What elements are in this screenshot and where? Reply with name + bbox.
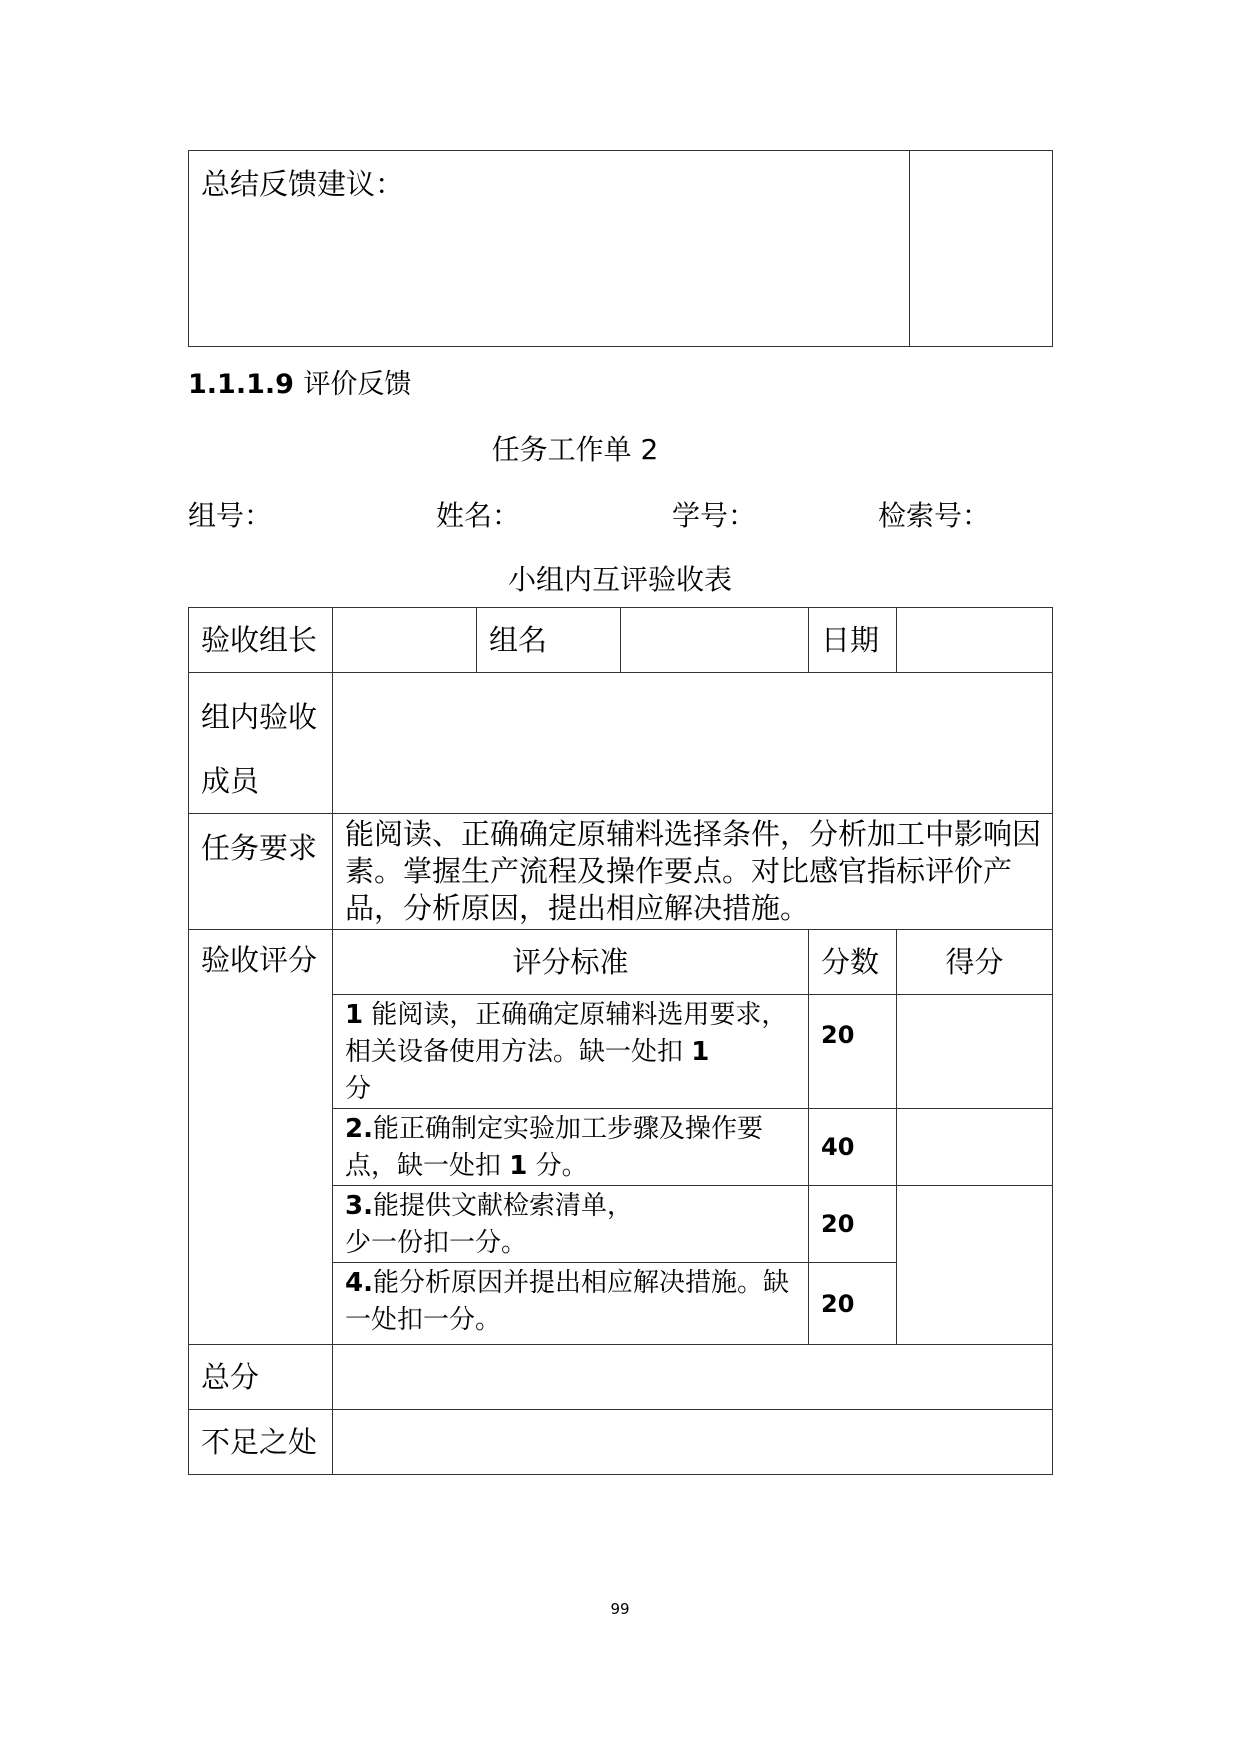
peer-evaluation-table	[188, 607, 1053, 1475]
requirements-text-cell	[333, 814, 1053, 930]
criterion-1-num: 1	[345, 1000, 364, 1030]
search-no-label: 检索号：	[878, 499, 991, 532]
criterion-4-cell	[333, 1263, 809, 1345]
shortcomings-value-cell[interactable]	[333, 1410, 1053, 1475]
shortcomings-row	[189, 1410, 1053, 1475]
criterion-2-deduct: 1	[509, 1151, 528, 1181]
criterion-1-deduct: 1	[691, 1037, 710, 1067]
date-label: 日期	[821, 622, 880, 657]
criterion-1-cell	[333, 995, 809, 1109]
header-info-row	[189, 608, 1053, 673]
criterion-4-text	[333, 1263, 808, 1339]
date-label-cell	[809, 608, 897, 673]
group-name-label-cell	[477, 608, 621, 673]
criterion-2-points: 40	[821, 1133, 855, 1161]
criterion-2-num: 2.	[345, 1114, 373, 1144]
summary-feedback-side-cell[interactable]	[910, 151, 1053, 347]
criterion-2-cell	[333, 1109, 809, 1186]
criterion-4-body: 能分析原因并提出相应解决措施。缺一处扣一分。	[345, 1268, 789, 1335]
criterion-2-body: 能正确制定实验加工步骤及操作要点，缺一处扣	[345, 1114, 763, 1181]
scoring-header-row	[189, 930, 1053, 995]
members-label-line2: 成员	[201, 764, 260, 798]
score-header: 得分	[945, 944, 1004, 979]
criterion-2-points-cell	[809, 1109, 897, 1186]
criterion-1-score-cell[interactable]	[897, 995, 1053, 1109]
criterion-1-body: 能阅读，正确确定原辅料选用要求，相关设备使用方法。缺一处扣	[345, 1000, 788, 1067]
members-label-cell	[189, 673, 333, 814]
criterion-3-body: 能提供文献检索清单，少一份扣一分。	[345, 1191, 633, 1258]
student-no-label: 学号：	[672, 499, 757, 532]
date-value-cell[interactable]	[897, 608, 1053, 673]
leader-label-cell	[189, 608, 333, 673]
total-label-cell	[189, 1345, 333, 1410]
criterion-3-points: 20	[821, 1210, 855, 1238]
section-number: 1.1.1.9	[188, 369, 294, 400]
section-heading	[188, 362, 411, 401]
total-row	[189, 1345, 1053, 1410]
page-number: 99	[610, 1600, 630, 1618]
scoring-label: 验收评分	[201, 943, 318, 977]
leader-value-cell[interactable]	[333, 608, 477, 673]
shortcomings-label: 不足之处	[201, 1424, 318, 1459]
points-header: 分数	[821, 944, 880, 979]
summary-feedback-cell[interactable]	[189, 151, 910, 347]
criterion-2-score-cell[interactable]	[897, 1109, 1053, 1186]
requirements-text: 能阅读、正确确定原辅料选择条件，分析加工中影响因素。掌握生产流程及操作要点。对比感官指标评价产品，分析原因，提出相应解决措施。	[345, 817, 1042, 925]
leader-label: 验收组长	[201, 622, 318, 657]
members-value-cell[interactable]	[333, 673, 1053, 814]
points-header-cell	[809, 930, 897, 995]
group-name-label: 组名	[489, 622, 548, 657]
group-name-value-cell[interactable]	[621, 608, 809, 673]
criterion-2-text	[333, 1109, 808, 1185]
criterion-1-points-cell	[809, 995, 897, 1109]
total-value-cell[interactable]	[333, 1345, 1053, 1410]
criterion-4-num: 4.	[345, 1268, 373, 1298]
members-row	[189, 673, 1053, 814]
summary-feedback-label: 总结反馈建议：	[201, 167, 405, 201]
criterion-1-tail: 分	[345, 1074, 372, 1104]
group-no-label: 组号：	[188, 499, 273, 532]
table-title: 小组内互评验收表	[507, 563, 732, 596]
criteria-header-cell	[333, 930, 809, 995]
shortcomings-label-cell	[189, 1410, 333, 1475]
criterion-3-cell	[333, 1186, 809, 1263]
criterion-2-tail: 分。	[527, 1151, 588, 1181]
criterion-3-points-cell	[809, 1186, 897, 1263]
criterion-3-num: 3.	[345, 1191, 373, 1221]
criterion-1-points: 20	[821, 1021, 855, 1049]
total-label: 总分	[201, 1359, 260, 1394]
criterion-4-points: 20	[821, 1289, 855, 1318]
score-header-cell	[897, 930, 1053, 995]
requirements-row	[189, 814, 1053, 930]
criterion-1-text	[333, 995, 808, 1108]
scoring-label-cell	[189, 930, 333, 1345]
doc-title: 任务工作单 2	[491, 433, 659, 466]
criteria-header: 评分标准	[512, 944, 629, 979]
requirements-label: 任务要求	[201, 831, 318, 865]
section-title: 评价反馈	[303, 369, 412, 400]
requirements-label-cell	[189, 814, 333, 930]
criterion-4-points-cell	[809, 1263, 897, 1345]
name-label: 姓名：	[436, 499, 521, 532]
criterion-3-text	[333, 1186, 655, 1262]
criteria-3-4-score-cell[interactable]	[897, 1186, 1053, 1345]
members-label-line1: 组内验收	[201, 700, 318, 734]
summary-feedback-box	[188, 150, 1053, 347]
